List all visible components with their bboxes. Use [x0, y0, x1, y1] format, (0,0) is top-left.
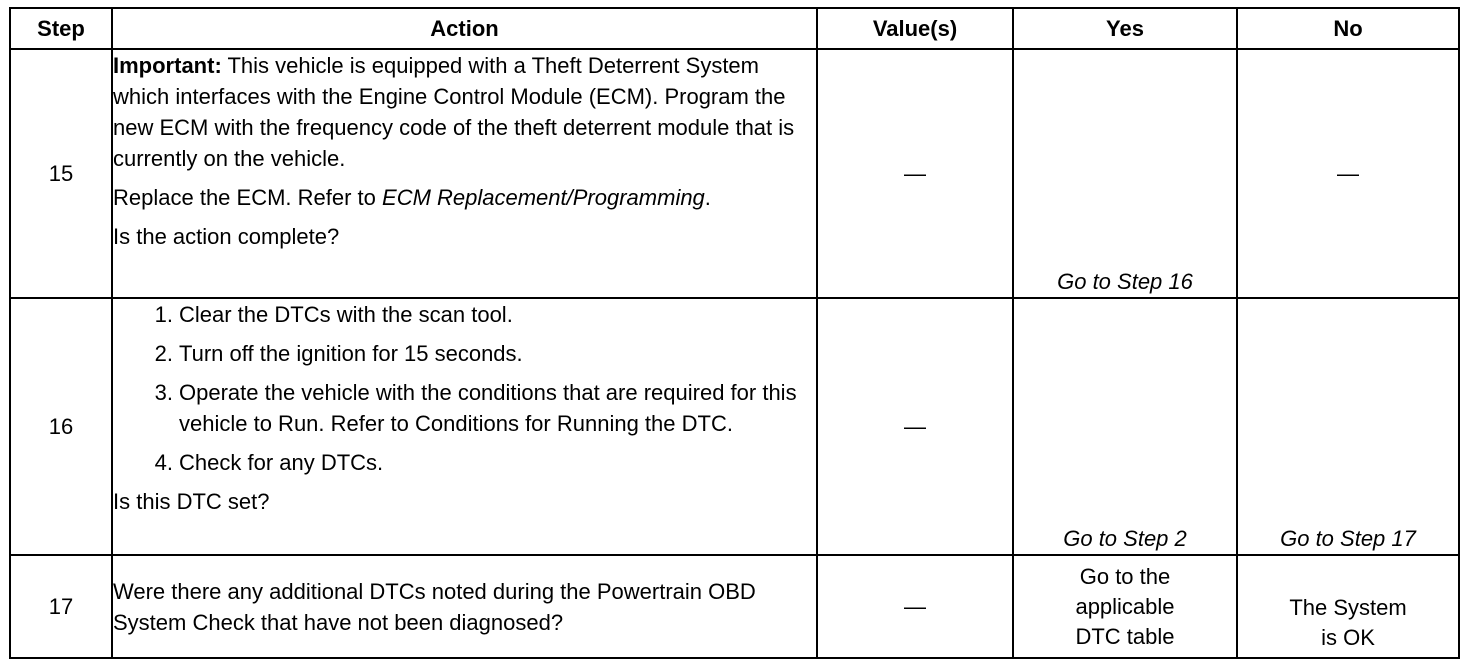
- header-step: Step: [10, 8, 112, 49]
- action-question: Is the action complete?: [113, 224, 340, 249]
- procedure-item: 3. Operate the vehicle with the conditions that are required for this vehicle to Run. Refer to Conditions for Running the DTC.: [154, 380, 797, 436]
- action-cell: [112, 298, 817, 555]
- replace-reference: ECM Replacement/Programming: [382, 185, 705, 210]
- header-values: Value(s): [817, 8, 1013, 49]
- action-question: Is this DTC set?: [113, 489, 270, 514]
- important-label: Important:: [113, 53, 222, 78]
- step-number: 16: [10, 298, 112, 555]
- procedure-item: 4. Check for any DTCs.: [154, 450, 384, 475]
- procedure-item: 2. Turn off the ignition for 15 seconds.: [154, 341, 523, 366]
- no-cell: The System is OK: [1237, 555, 1459, 658]
- table-row-step-15: [10, 49, 1459, 298]
- important-note: [113, 50, 816, 174]
- action-question: Were there any additional DTCs noted during the Powertrain OBD System Check that have not been diagnosed?: [113, 578, 756, 635]
- step-number: 15: [10, 49, 112, 298]
- table-row-step-17: [10, 555, 1459, 658]
- procedure-list: [113, 299, 816, 478]
- no-cell: Go to Step 17: [1237, 298, 1459, 555]
- header-action: Action: [112, 8, 817, 49]
- value-cell: —: [817, 555, 1013, 658]
- replace-text: Replace the ECM. Refer to: [113, 185, 383, 210]
- replace-end: .: [704, 185, 711, 210]
- action-cell: [112, 555, 817, 658]
- header-row: [10, 8, 1459, 49]
- header-yes: Yes: [1013, 8, 1237, 49]
- important-text: This vehicle is equipped with a Theft Deterrent System which interfaces with the Engine Control Module (ECM). Program the new ECM with the frequency code of the theft deterrent module that is currently on the vehicle.: [113, 53, 795, 171]
- yes-cell: Go to Step 2: [1013, 298, 1237, 555]
- value-cell: —: [817, 49, 1013, 298]
- diagnostic-table: [9, 7, 1460, 659]
- replace-instruction: [113, 182, 816, 213]
- table-row-step-16: [10, 298, 1459, 555]
- action-cell: [112, 49, 817, 298]
- procedure-item: 1. Clear the DTCs with the scan tool.: [154, 302, 513, 327]
- yes-cell: Go to the applicable DTC table: [1013, 555, 1237, 658]
- header-no: No: [1237, 8, 1459, 49]
- no-cell: —: [1237, 49, 1459, 298]
- value-cell: —: [817, 298, 1013, 555]
- yes-cell: Go to Step 16: [1013, 49, 1237, 298]
- step-number: 17: [10, 555, 112, 658]
